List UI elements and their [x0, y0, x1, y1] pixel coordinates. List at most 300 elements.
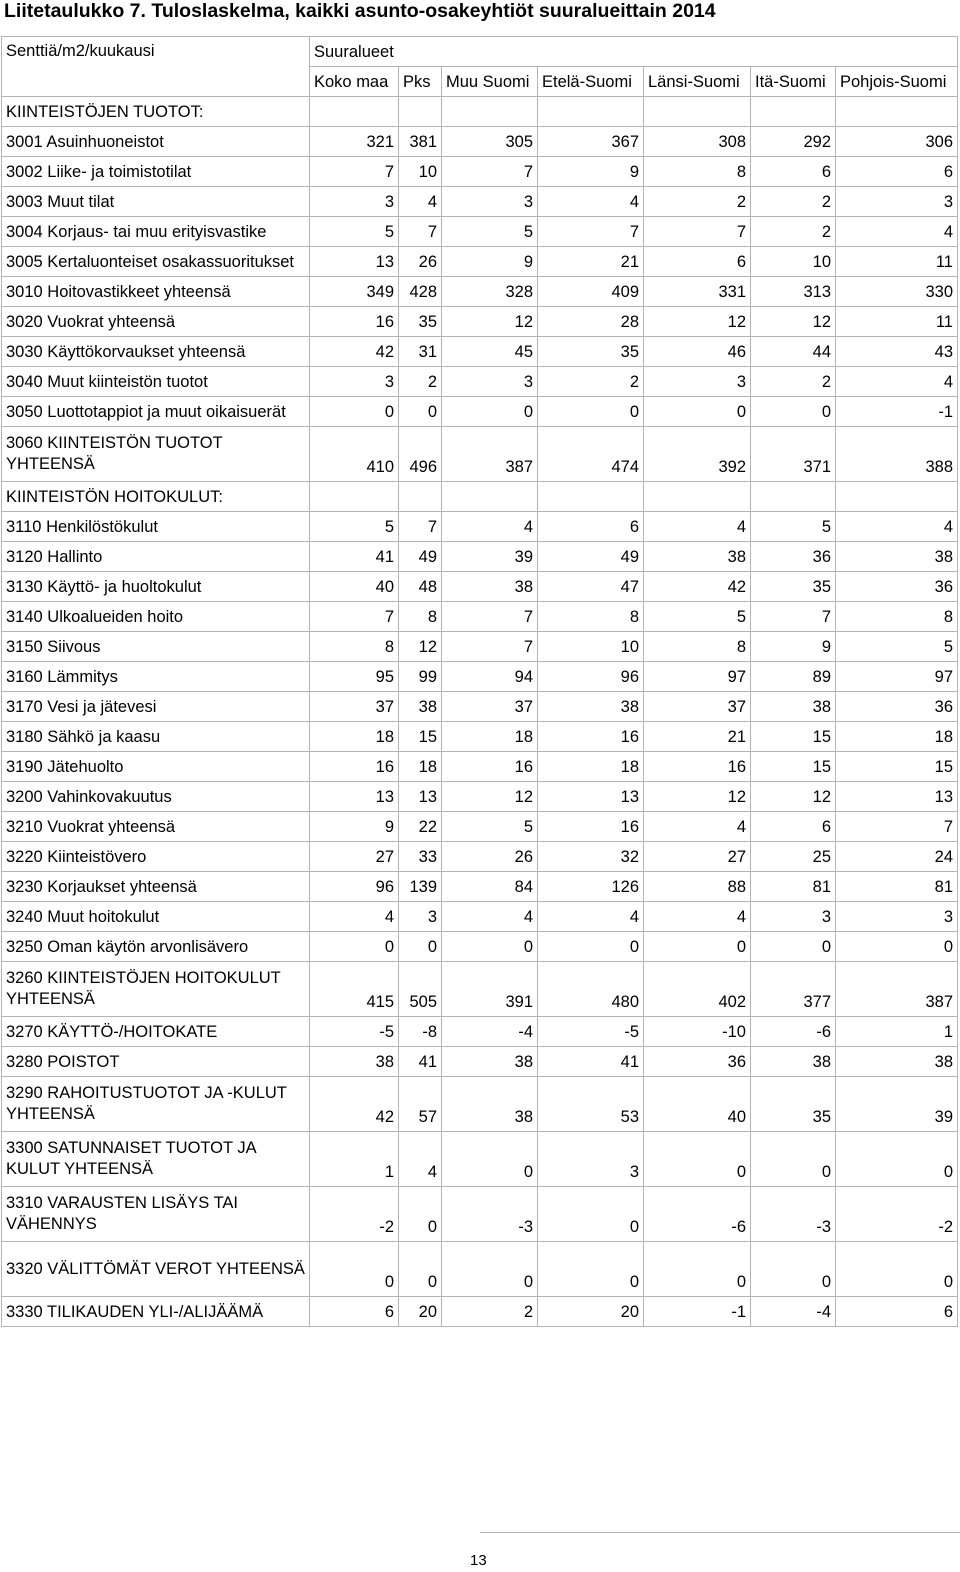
table-row	[2, 812, 958, 842]
value-cell: -2	[836, 1187, 958, 1242]
value-cell: 12	[442, 782, 538, 812]
value-cell: 21	[644, 722, 751, 752]
row-label: 3120 Hallinto	[2, 542, 310, 572]
value-cell	[442, 482, 538, 512]
value-cell: 308	[644, 127, 751, 157]
row-label: 3230 Korjaukset yhteensä	[2, 872, 310, 902]
value-cell: 6	[836, 1297, 958, 1327]
value-cell: 2	[538, 367, 644, 397]
column-header: Etelä-Suomi	[538, 67, 644, 97]
value-cell: 18	[442, 722, 538, 752]
value-cell: 4	[836, 367, 958, 397]
table-row	[2, 127, 958, 157]
value-cell: 3	[836, 187, 958, 217]
value-cell: 0	[751, 1242, 836, 1297]
value-cell: 13	[836, 782, 958, 812]
value-cell: 0	[399, 1242, 442, 1297]
value-cell: 7	[399, 217, 442, 247]
value-cell: -3	[442, 1187, 538, 1242]
value-cell: 8	[399, 602, 442, 632]
value-cell: 313	[751, 277, 836, 307]
value-cell: 18	[399, 752, 442, 782]
value-cell: 16	[310, 752, 399, 782]
table-row	[2, 1297, 958, 1327]
row-label: 3050 Luottotappiot ja muut oikaisuerät	[2, 397, 310, 427]
value-cell: 36	[836, 572, 958, 602]
value-cell: 35	[538, 337, 644, 367]
value-cell: 25	[751, 842, 836, 872]
value-cell: 7	[836, 812, 958, 842]
row-label: 3003 Muut tilat	[2, 187, 310, 217]
row-label: 3190 Jätehuolto	[2, 752, 310, 782]
row-label: 3290 RAHOITUSTUOTOT JA -KULUT YHTEENSÄ	[2, 1077, 310, 1132]
value-cell: 0	[399, 397, 442, 427]
row-label: 3210 Vuokrat yhteensä	[2, 812, 310, 842]
value-cell: 4	[538, 902, 644, 932]
value-cell: 2	[751, 217, 836, 247]
value-cell: 4	[399, 1132, 442, 1187]
table-row	[2, 482, 958, 512]
value-cell: 57	[399, 1077, 442, 1132]
value-cell: 381	[399, 127, 442, 157]
value-cell: 126	[538, 872, 644, 902]
row-label: 3280 POISTOT	[2, 1047, 310, 1077]
row-label: 3030 Käyttökorvaukset yhteensä	[2, 337, 310, 367]
value-cell: 8	[836, 602, 958, 632]
value-cell: 0	[442, 932, 538, 962]
region-group-header: Suuralueet	[310, 37, 958, 67]
value-cell: 94	[442, 662, 538, 692]
value-cell: 7	[310, 602, 399, 632]
value-cell: 7	[442, 632, 538, 662]
value-cell: 38	[442, 1047, 538, 1077]
table-row	[2, 217, 958, 247]
value-cell: 10	[399, 157, 442, 187]
value-cell: 12	[644, 307, 751, 337]
value-cell: 10	[751, 247, 836, 277]
value-cell: 26	[399, 247, 442, 277]
table-row	[2, 397, 958, 427]
value-cell: 0	[751, 1132, 836, 1187]
value-cell: 321	[310, 127, 399, 157]
value-cell: 38	[751, 1047, 836, 1077]
row-label: 3130 Käyttö- ja huoltokulut	[2, 572, 310, 602]
value-cell: 96	[310, 872, 399, 902]
value-cell: 4	[836, 217, 958, 247]
value-cell: 42	[310, 337, 399, 367]
value-cell: 41	[538, 1047, 644, 1077]
value-cell: 391	[442, 962, 538, 1017]
value-cell: 0	[644, 1132, 751, 1187]
value-cell: 5	[310, 217, 399, 247]
value-cell: 38	[442, 1077, 538, 1132]
value-cell: 6	[538, 512, 644, 542]
value-cell: 3	[310, 367, 399, 397]
table-row	[2, 1187, 958, 1242]
value-cell: 7	[538, 217, 644, 247]
value-cell: 20	[538, 1297, 644, 1327]
table-row	[2, 602, 958, 632]
value-cell: 7	[442, 602, 538, 632]
table-row	[2, 932, 958, 962]
row-label: 3060 KIINTEISTÖN TUOTOT YHTEENSÄ	[2, 427, 310, 482]
value-cell	[644, 482, 751, 512]
value-cell: 0	[538, 397, 644, 427]
value-cell	[538, 97, 644, 127]
value-cell: 2	[751, 367, 836, 397]
value-cell: 37	[310, 692, 399, 722]
value-cell: 0	[310, 932, 399, 962]
table-row	[2, 97, 958, 127]
value-cell: 99	[399, 662, 442, 692]
value-cell: 16	[310, 307, 399, 337]
value-cell: 35	[399, 307, 442, 337]
value-cell: 0	[442, 1242, 538, 1297]
value-cell: -4	[751, 1297, 836, 1327]
value-cell: 13	[399, 782, 442, 812]
table-row	[2, 872, 958, 902]
column-header: Muu Suomi	[442, 67, 538, 97]
table-row	[2, 307, 958, 337]
table-row	[2, 662, 958, 692]
column-header: Pohjois-Suomi	[836, 67, 958, 97]
value-cell: 402	[644, 962, 751, 1017]
value-cell: 7	[399, 512, 442, 542]
row-label: 3320 VÄLITTÖMÄT VEROT YHTEENSÄ	[2, 1242, 310, 1297]
value-cell: 18	[836, 722, 958, 752]
value-cell: 0	[836, 1132, 958, 1187]
value-cell: 27	[310, 842, 399, 872]
value-cell	[399, 97, 442, 127]
value-cell: 38	[644, 542, 751, 572]
value-cell: 38	[442, 572, 538, 602]
value-cell: 81	[751, 872, 836, 902]
value-cell	[836, 97, 958, 127]
value-cell: 331	[644, 277, 751, 307]
value-cell: 39	[442, 542, 538, 572]
value-cell: 96	[538, 662, 644, 692]
value-cell: -4	[442, 1017, 538, 1047]
row-label: 3020 Vuokrat yhteensä	[2, 307, 310, 337]
row-label: KIINTEISTÖJEN TUOTOT:	[2, 97, 310, 127]
value-cell: 410	[310, 427, 399, 482]
value-cell	[310, 97, 399, 127]
value-cell: 371	[751, 427, 836, 482]
value-cell: 40	[644, 1077, 751, 1132]
value-cell: 27	[644, 842, 751, 872]
value-cell: 39	[836, 1077, 958, 1132]
value-cell: 3	[442, 367, 538, 397]
value-cell: 388	[836, 427, 958, 482]
value-cell: 2	[442, 1297, 538, 1327]
value-cell: 44	[751, 337, 836, 367]
value-cell: 38	[310, 1047, 399, 1077]
value-cell: 16	[644, 752, 751, 782]
value-cell: 474	[538, 427, 644, 482]
table-row	[2, 157, 958, 187]
value-cell: 480	[538, 962, 644, 1017]
value-cell: 13	[310, 247, 399, 277]
row-label: 3160 Lämmitys	[2, 662, 310, 692]
value-cell: 97	[836, 662, 958, 692]
value-cell	[751, 482, 836, 512]
row-label: 3010 Hoitovastikkeet yhteensä	[2, 277, 310, 307]
row-label: 3330 TILIKAUDEN YLI-/ALIJÄÄMÄ	[2, 1297, 310, 1327]
value-cell: 42	[644, 572, 751, 602]
value-cell: 49	[399, 542, 442, 572]
value-cell: 11	[836, 247, 958, 277]
table-row	[2, 1242, 958, 1297]
value-cell: 9	[751, 632, 836, 662]
value-cell: 4	[310, 902, 399, 932]
value-cell: 349	[310, 277, 399, 307]
value-cell: 0	[644, 1242, 751, 1297]
row-label: 3270 KÄYTTÖ-/HOITOKATE	[2, 1017, 310, 1047]
value-cell: -5	[310, 1017, 399, 1047]
value-cell: 38	[836, 1047, 958, 1077]
value-cell: 139	[399, 872, 442, 902]
table-row	[2, 572, 958, 602]
value-cell: 18	[538, 752, 644, 782]
value-cell: 35	[751, 1077, 836, 1132]
value-cell: 7	[310, 157, 399, 187]
value-cell: 53	[538, 1077, 644, 1132]
value-cell: 0	[644, 397, 751, 427]
value-cell: -1	[644, 1297, 751, 1327]
value-cell: 292	[751, 127, 836, 157]
value-cell: 33	[399, 842, 442, 872]
value-cell: 38	[399, 692, 442, 722]
value-cell: -5	[538, 1017, 644, 1047]
value-cell: 505	[399, 962, 442, 1017]
row-label: 3040 Muut kiinteistön tuotot	[2, 367, 310, 397]
row-label: KIINTEISTÖN HOITOKULUT:	[2, 482, 310, 512]
value-cell: 392	[644, 427, 751, 482]
value-cell: 3	[836, 902, 958, 932]
value-cell: 89	[751, 662, 836, 692]
value-cell: 6	[751, 157, 836, 187]
value-cell: 6	[751, 812, 836, 842]
value-cell: 6	[310, 1297, 399, 1327]
table-row	[2, 1047, 958, 1077]
value-cell: 12	[442, 307, 538, 337]
value-cell: 7	[442, 157, 538, 187]
table-row	[2, 842, 958, 872]
value-cell	[836, 482, 958, 512]
value-cell: 16	[442, 752, 538, 782]
value-cell	[399, 482, 442, 512]
value-cell: 9	[538, 157, 644, 187]
column-header: Koko maa	[310, 67, 399, 97]
value-cell: 37	[644, 692, 751, 722]
value-cell: 0	[836, 932, 958, 962]
value-cell: -10	[644, 1017, 751, 1047]
value-cell: 4	[644, 512, 751, 542]
column-header: Länsi-Suomi	[644, 67, 751, 97]
table-row	[2, 187, 958, 217]
value-cell: 12	[751, 307, 836, 337]
value-cell: -6	[644, 1187, 751, 1242]
row-label: 3001 Asuinhuoneistot	[2, 127, 310, 157]
value-cell: -1	[836, 397, 958, 427]
value-cell: 48	[399, 572, 442, 602]
page-title: Liitetaulukko 7. Tuloslaskelma, kaikki asunto-osakeyhtiöt suuralueittain 2014	[4, 0, 716, 22]
value-cell: 3	[751, 902, 836, 932]
value-cell	[538, 482, 644, 512]
value-cell: 95	[310, 662, 399, 692]
value-cell: 305	[442, 127, 538, 157]
value-cell: 16	[538, 812, 644, 842]
value-cell: 15	[751, 752, 836, 782]
row-label: 3300 SATUNNAISET TUOTOT JA KULUT YHTEENSÄ	[2, 1132, 310, 1187]
value-cell: 428	[399, 277, 442, 307]
value-cell: 15	[836, 752, 958, 782]
table-row	[2, 722, 958, 752]
value-cell: 7	[751, 602, 836, 632]
value-cell: 7	[644, 217, 751, 247]
value-cell: 0	[442, 397, 538, 427]
table-row	[2, 512, 958, 542]
value-cell: 2	[644, 187, 751, 217]
row-label: 3150 Siivous	[2, 632, 310, 662]
table-row	[2, 632, 958, 662]
value-cell: 3	[538, 1132, 644, 1187]
value-cell: 13	[310, 782, 399, 812]
value-cell: 0	[538, 1242, 644, 1297]
value-cell: 8	[644, 157, 751, 187]
value-cell: 12	[399, 632, 442, 662]
row-label: 3140 Ulkoalueiden hoito	[2, 602, 310, 632]
value-cell: 3	[399, 902, 442, 932]
value-cell: 5	[310, 512, 399, 542]
value-cell: 12	[644, 782, 751, 812]
table-row	[2, 902, 958, 932]
value-cell: 0	[310, 397, 399, 427]
value-cell: -6	[751, 1017, 836, 1047]
table-row	[2, 1077, 958, 1132]
value-cell: 20	[399, 1297, 442, 1327]
value-cell: 18	[310, 722, 399, 752]
table-row	[2, 542, 958, 572]
value-cell: 38	[751, 692, 836, 722]
value-cell: 41	[310, 542, 399, 572]
column-header: Pks	[399, 67, 442, 97]
value-cell: 22	[399, 812, 442, 842]
value-cell: 330	[836, 277, 958, 307]
value-cell: 49	[538, 542, 644, 572]
value-cell: 1	[836, 1017, 958, 1047]
row-label: 3005 Kertaluonteiset osakassuoritukset	[2, 247, 310, 277]
table-row	[2, 782, 958, 812]
value-cell: 45	[442, 337, 538, 367]
table-row	[2, 752, 958, 782]
value-cell: 4	[836, 512, 958, 542]
value-cell: 38	[538, 692, 644, 722]
value-cell: 306	[836, 127, 958, 157]
value-cell: 0	[538, 932, 644, 962]
data-table	[1, 36, 958, 1327]
value-cell: 4	[442, 512, 538, 542]
value-cell	[751, 97, 836, 127]
value-cell: -3	[751, 1187, 836, 1242]
value-cell: 26	[442, 842, 538, 872]
value-cell: 21	[538, 247, 644, 277]
page-number: 13	[470, 1552, 487, 1569]
value-cell: 0	[399, 1187, 442, 1242]
value-cell: 0	[538, 1187, 644, 1242]
value-cell: 36	[751, 542, 836, 572]
value-cell	[644, 97, 751, 127]
value-cell: 5	[644, 602, 751, 632]
value-cell: 36	[836, 692, 958, 722]
value-cell: 0	[751, 397, 836, 427]
value-cell: 415	[310, 962, 399, 1017]
value-cell: 35	[751, 572, 836, 602]
value-cell: 9	[310, 812, 399, 842]
value-cell: 496	[399, 427, 442, 482]
value-cell: 46	[644, 337, 751, 367]
value-cell: 37	[442, 692, 538, 722]
value-cell: 11	[836, 307, 958, 337]
value-cell: 377	[751, 962, 836, 1017]
value-cell: 3	[442, 187, 538, 217]
value-cell: 4	[644, 902, 751, 932]
value-cell: 24	[836, 842, 958, 872]
value-cell: 40	[310, 572, 399, 602]
value-cell: 2	[751, 187, 836, 217]
table-row	[2, 277, 958, 307]
column-header: Itä-Suomi	[751, 67, 836, 97]
value-cell: 15	[751, 722, 836, 752]
table-row	[2, 247, 958, 277]
value-cell	[310, 482, 399, 512]
value-cell: 81	[836, 872, 958, 902]
value-cell: 15	[399, 722, 442, 752]
value-cell: 0	[751, 932, 836, 962]
value-cell: 8	[644, 632, 751, 662]
value-cell: 13	[538, 782, 644, 812]
value-cell: 16	[538, 722, 644, 752]
value-cell: 28	[538, 307, 644, 337]
value-cell: 9	[442, 247, 538, 277]
value-cell	[442, 97, 538, 127]
table-row	[2, 1132, 958, 1187]
value-cell: 97	[644, 662, 751, 692]
value-cell: 0	[399, 932, 442, 962]
value-cell: 5	[751, 512, 836, 542]
value-cell: 1	[310, 1132, 399, 1187]
row-label: 3180 Sähkö ja kaasu	[2, 722, 310, 752]
row-label: 3002 Liike- ja toimistotilat	[2, 157, 310, 187]
value-cell: 4	[644, 812, 751, 842]
value-cell: 41	[399, 1047, 442, 1077]
value-cell: 0	[310, 1242, 399, 1297]
table-row	[2, 692, 958, 722]
value-cell: 10	[538, 632, 644, 662]
row-label: 3200 Vahinkovakuutus	[2, 782, 310, 812]
value-cell: -2	[310, 1187, 399, 1242]
value-cell: 12	[751, 782, 836, 812]
value-cell: 8	[310, 632, 399, 662]
value-cell: 387	[442, 427, 538, 482]
unit-header: Senttiä/m2/kuukausi	[2, 37, 310, 97]
value-cell: -8	[399, 1017, 442, 1047]
row-label: 3310 VARAUSTEN LISÄYS TAI VÄHENNYS	[2, 1187, 310, 1242]
value-cell: 0	[644, 932, 751, 962]
value-cell: 0	[836, 1242, 958, 1297]
value-cell: 2	[399, 367, 442, 397]
row-label: 3004 Korjaus- tai muu erityisvastike	[2, 217, 310, 247]
